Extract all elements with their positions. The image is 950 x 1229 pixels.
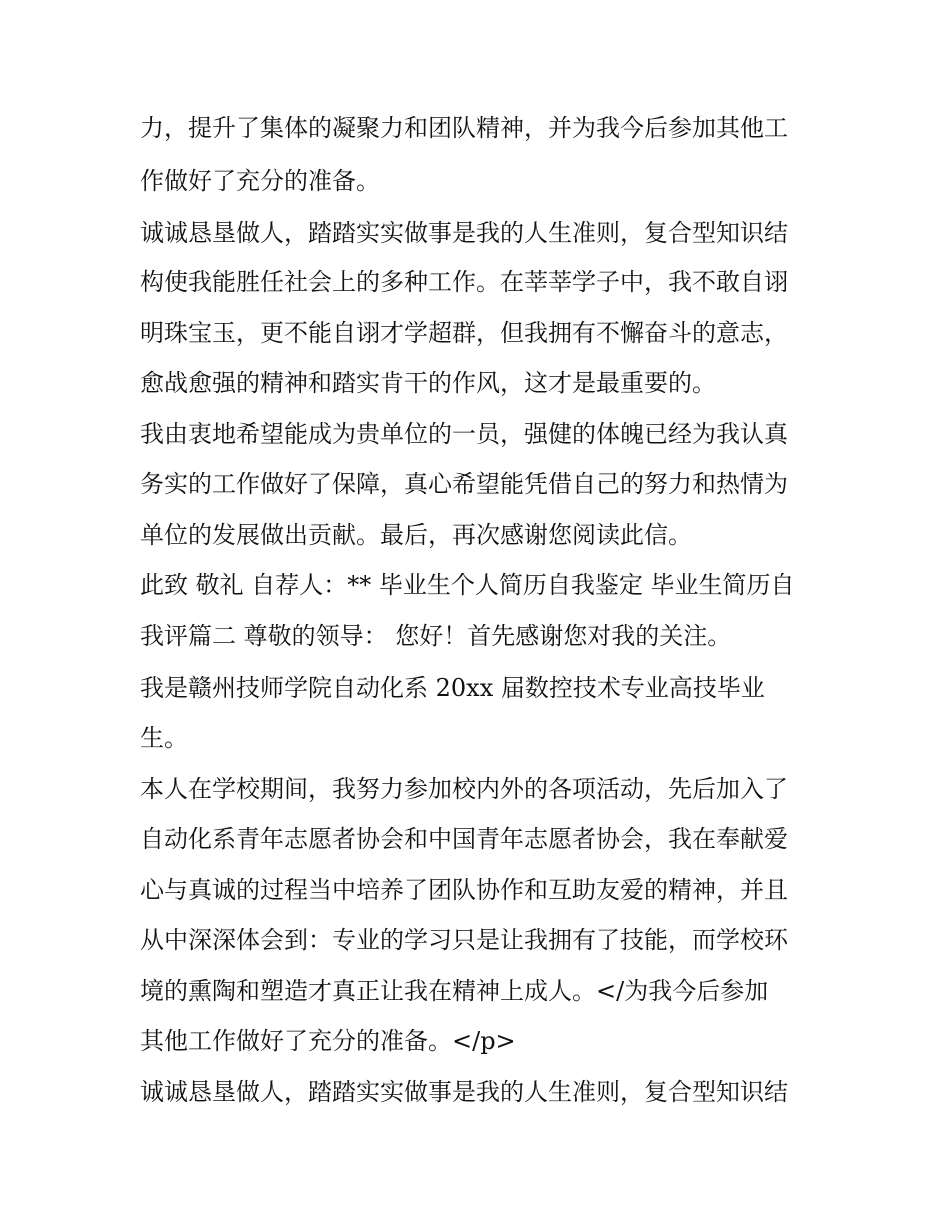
text-line: 诚诚恳垦做人，踏踏实实做事是我的人生准则，复合型知识结 <box>140 1078 788 1106</box>
text-line: 务实的工作做好了保障，真心希望能凭借自己的努力和热情为 <box>140 470 788 498</box>
text-line: 本人在学校期间，我努力参加校内外的各项活动，先后加入了 <box>140 775 788 803</box>
text-line: 力，提升了集体的凝聚力和团队精神，并为我今后参加其他工 <box>140 114 788 142</box>
text-line: 此致 敬礼 自荐人：** 毕业生个人简历自我鉴定 毕业生简历自 <box>140 571 795 599</box>
text-line: 诚诚恳垦做人，踏踏实实做事是我的人生准则，复合型知识结 <box>140 219 788 247</box>
text-line: 我是赣州技师学院自动化系 20xx 届数控技术专业高技毕业 <box>140 674 765 702</box>
text-line: 作做好了充分的准备。 <box>140 167 380 195</box>
text-line: 愈战愈强的精神和踏实肯干的作风，这才是最重要的。 <box>140 369 716 397</box>
text-line: 境的熏陶和塑造才真正让我在精神上成人。</为我今后参加 <box>140 977 769 1005</box>
text-line: 单位的发展做出贡献。最后，再次感谢您阅读此信。 <box>140 521 692 549</box>
text-line: 自动化系青年志愿者协会和中国青年志愿者协会，我在奉献爱 <box>140 825 788 853</box>
text-line: 心与真诚的过程当中培养了团队协作和互助友爱的精神，并且 <box>140 876 788 904</box>
text-line: 构使我能胜任社会上的多种工作。在莘莘学子中，我不敢自诩 <box>140 268 788 296</box>
text-line: 我评篇二 尊敬的领导： 您好！首先感谢您对我的关注。 <box>140 622 732 650</box>
text-line: 明珠宝玉，更不能自诩才学超群，但我拥有不懈奋斗的意志， <box>140 319 788 347</box>
text-line: 生。 <box>140 724 188 752</box>
text-line: 从中深深体会到：专业的学习只是让我拥有了技能，而学校环 <box>140 926 788 954</box>
text-line: 我由衷地希望能成为贵单位的一员，强健的体魄已经为我认真 <box>140 420 788 448</box>
text-line: 其他工作做好了充分的准备。</p> <box>140 1027 516 1055</box>
